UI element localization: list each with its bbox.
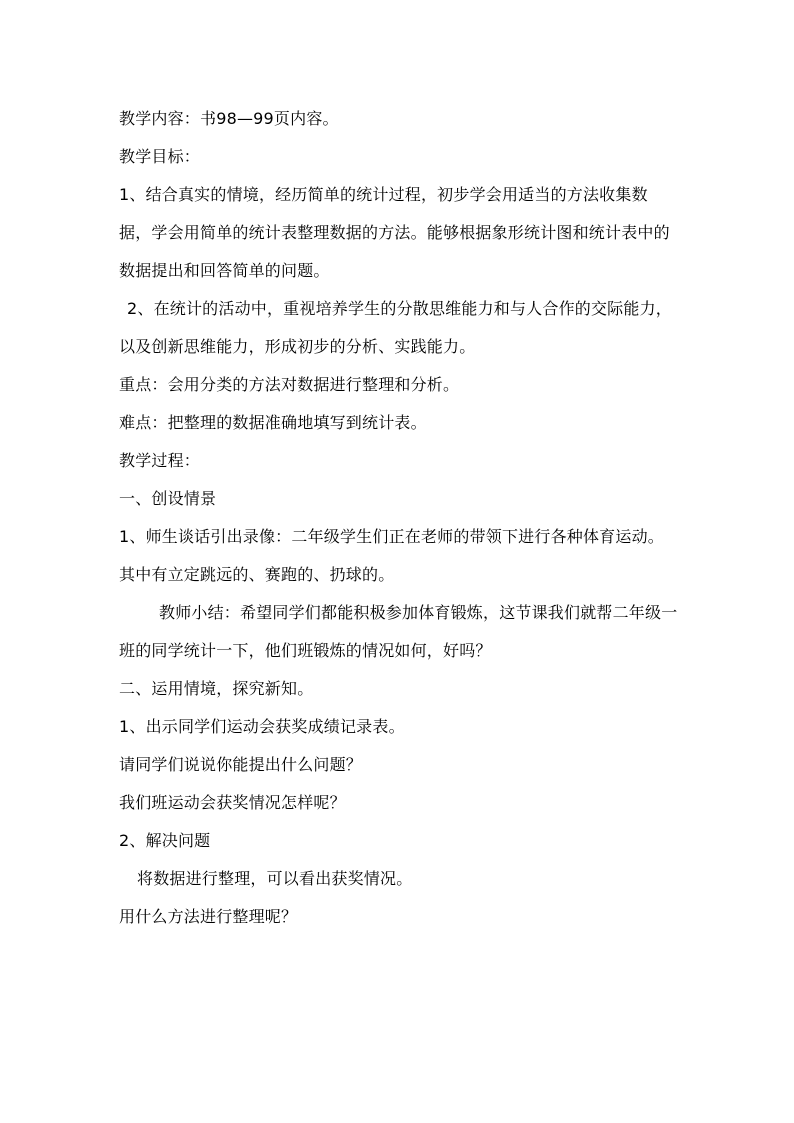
document-body	[119, 100, 679, 936]
section-2-item-2: 2、解决问题	[119, 831, 211, 850]
key-point-line: 重点：会用分类的方法对数据进行整理和分析。	[119, 375, 460, 394]
goal-2-paragraph: 2、在统计的活动中，重视培养学生的分散思维能力和与人合作的交际能力，以及创新思维能力，形成初步的分析、实践能力。	[119, 299, 672, 356]
teaching-content-line: 教学内容：书98—99页内容。	[119, 109, 339, 128]
teaching-process-heading: 教学过程：	[119, 451, 201, 470]
section-1-item-1: 1、师生谈话引出录像：二年级学生们正在老师的带领下进行各种体育运动。其中有立定跳远的、赛跑的、扔球的。	[119, 527, 664, 584]
method-question-line: 用什么方法进行整理呢？	[119, 907, 298, 926]
organize-data-line: 将数据进行整理，可以看出获奖情况。	[137, 869, 413, 888]
question-line-2: 我们班运动会获奖情况怎样呢？	[119, 793, 346, 812]
question-line-1: 请同学们说说你能提出什么问题？	[119, 755, 363, 774]
difficulty-line: 难点：把整理的数据准确地填写到统计表。	[119, 413, 427, 432]
section-1-heading: 一、创设情景	[119, 489, 217, 508]
goal-1-paragraph: 1、结合真实的情境，经历简单的统计过程，初步学会用适当的方法收集数据，学会用简单的统计表整理数据的方法。能够根据象形统计图和统计表中的数据提出和回答简单的问题。	[119, 185, 670, 280]
teaching-goals-heading: 教学目标：	[119, 147, 201, 166]
teacher-summary-paragraph: 教师小结：希望同学们都能积极参加体育锻炼，这节课我们就帮二年级一班的同学统计一下，他们班锻炼的情况如何，好吗？	[119, 603, 678, 660]
section-2-item-1: 1、出示同学们运动会获奖成绩记录表。	[119, 717, 405, 736]
section-2-heading: 二、运用情境，探究新知。	[119, 679, 314, 698]
